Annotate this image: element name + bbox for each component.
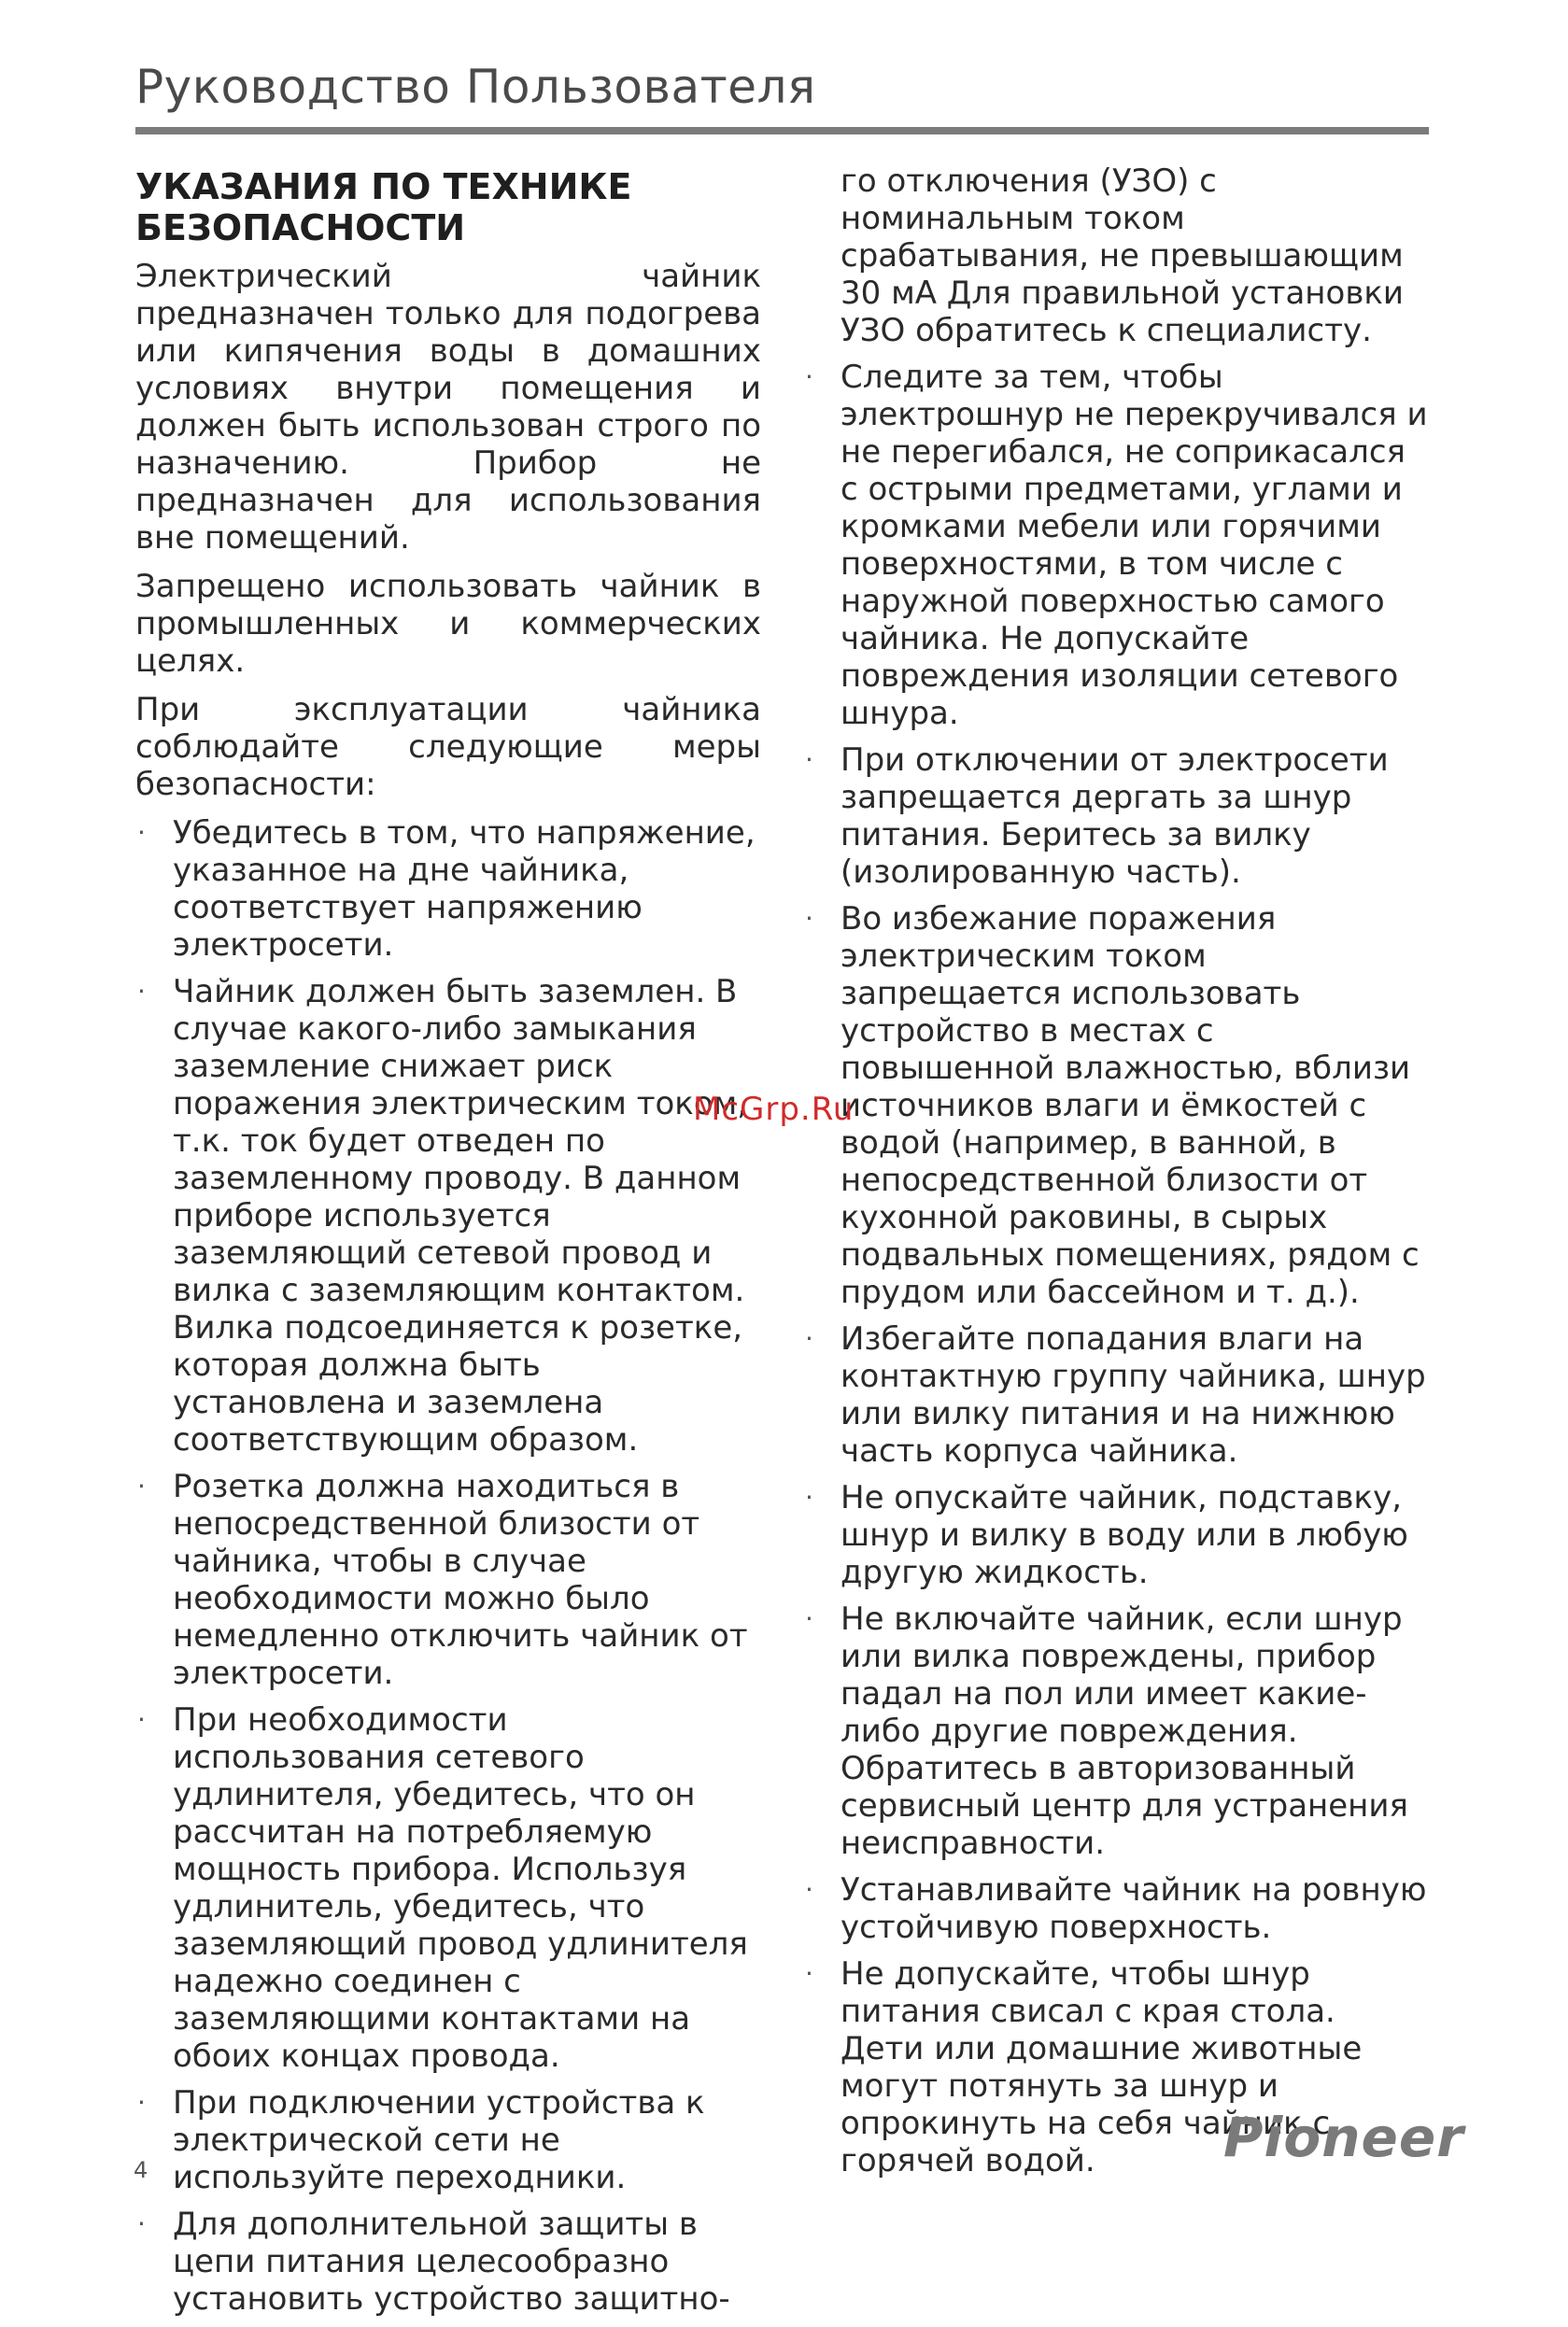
watermark: McGrp.Ru — [693, 1091, 855, 1128]
bullet-icon: · — [137, 2208, 146, 2239]
section-title-line-2: БЕЗОПАСНОСТИ — [135, 207, 466, 248]
intro-paragraph: При эксплуатации чайника соблюдайте следующие меры безопасности: — [135, 691, 761, 803]
list-item-text: Для дополнительной защиты в цепи питания целесообразно установить устройство защитно- — [173, 2206, 730, 2318]
list-item — [135, 1468, 761, 1692]
right-column — [803, 162, 1429, 2189]
list-item — [135, 2084, 761, 2196]
list-item-text: При отключении от электросети запрещается дергать за шнур питания. Беритесь за вилку (изолированную часть). — [841, 741, 1389, 891]
list-item-text: Следите за тем, чтобы электрошнур не перекручивался и не перегибался, не соприкасался с острыми предметами, углами и кромками мебели или горячими поверхностями, в том числе с наружной поверхностью самого чайника. Не допускайте повреждения изоляции сетевого шнура. — [841, 359, 1428, 732]
list-item-text: Чайник должен быть заземлен. В случае какого-либо замыкания заземление снижает риск поражения электрическим током, т.к. ток будет отведен по заземленному проводу. В данном приборе используется заземляющий сетевой провод и вилка с заземляющим контактом. Вилка подсоединяется к розетке, которая должна быть установлена и заземлена соответствующим образом. — [173, 973, 748, 1459]
list-item-continuation: го отключения (УЗО) с номинальным током срабатывания, не превышающим 30 мА Для правильной установки УЗО обратитесь к специалисту. — [841, 162, 1404, 349]
list-item-text: Не включайте чайник, если шнур или вилка повреждены, прибор падал на пол или имеет какие-либо другие повреждения. Обратитесь в авторизованный сервисный центр для устранения неисправности. — [841, 1601, 1408, 1862]
bullet-icon: · — [805, 1874, 813, 1905]
bullet-icon: · — [137, 817, 146, 848]
list-item-text: Устанавливайте чайник на ровную устойчивую поверхность. — [841, 1871, 1427, 1946]
bullet-icon: · — [805, 361, 813, 392]
list-item — [803, 359, 1429, 732]
bullet-icon: · — [805, 1482, 813, 1513]
page-header-title: Руководство Пользователя — [135, 60, 816, 114]
list-item — [135, 973, 761, 1459]
left-bullet-list — [135, 814, 761, 2318]
list-item — [135, 814, 761, 964]
bullet-icon: · — [137, 2087, 146, 2118]
section-title-line-1: УКАЗАНИЯ ПО ТЕХНИКЕ — [135, 166, 632, 207]
list-item — [803, 741, 1429, 891]
list-item-text: Не допускайте, чтобы шнур питания свисал с края стола. Дети или домашние животные могут потянуть за шнур и опрокинуть на себя чайник с горячей водой. — [841, 1955, 1363, 2179]
bullet-icon: · — [137, 1704, 146, 1735]
brand-logo: Pioneer — [1223, 2106, 1464, 2169]
list-item-text: Не опускайте чайник, подставку, шнур и вилку в воду или в любую другую жидкость. — [841, 1479, 1408, 1591]
bullet-icon: · — [137, 1471, 146, 1502]
list-item-text: Розетка должна находиться в непосредственной близости от чайника, чтобы в случае необходимости можно было немедленно отключить чайник от электросети. — [173, 1468, 748, 1692]
bullet-icon: · — [137, 976, 146, 1007]
intro-paragraph: Электрический чайник предназначен только для подогрева или кипячения воды в домашних условиях внутри помещения и должен быть использован строго по назначению. Прибор не предназначен для использования вне помещений. — [135, 258, 761, 557]
list-item — [135, 1701, 761, 2075]
left-column — [135, 162, 761, 2327]
list-item-text: Во избежание поражения электрическим током запрещается использовать устройство в местах с повышенной влажностью, вблизи источников влаги и ёмкостей с водой (например, в ванной, в непосредственной близости от кухонной раковины, в сырых подвальных помещениях, рядом с прудом или бассейном и т. д.). — [841, 900, 1420, 1311]
bullet-icon: · — [805, 1323, 813, 1354]
list-item — [803, 1601, 1429, 1862]
header-divider — [135, 127, 1429, 134]
list-item — [135, 2206, 761, 2318]
right-bullet-list — [803, 359, 1429, 2179]
list-item-text: Убедитесь в том, что напряжение, указанное на дне чайника, соответствует напряжению электросети. — [173, 814, 756, 964]
bullet-icon: · — [805, 903, 813, 934]
bullet-icon: · — [805, 744, 813, 775]
bullet-icon: · — [805, 1958, 813, 1989]
intro-paragraph: Запрещено использовать чайник в промышленных и коммерческих целях. — [135, 568, 761, 680]
list-item — [803, 900, 1429, 1311]
list-item — [803, 1871, 1429, 1946]
list-item-text: При подключении устройства к электрической сети не используйте переходники. — [173, 2084, 705, 2196]
page-number: 4 — [134, 2157, 148, 2183]
list-item-text: Избегайте попадания влаги на контактную группу чайника, шнур или вилку питания и на нижнюю часть корпуса чайника. — [841, 1320, 1426, 1470]
list-item-text: При необходимости использования сетевого удлинителя, убедитесь, что он рассчитан на потребляемую мощность прибора. Используя удлинитель, убедитесь, что заземляющий провод удлинителя надежно соединен с заземляющими контактами на обоих концах провода. — [173, 1701, 748, 2075]
list-item — [803, 1320, 1429, 1470]
list-item — [803, 1479, 1429, 1591]
section-title — [135, 166, 761, 248]
bullet-icon: · — [805, 1603, 813, 1634]
